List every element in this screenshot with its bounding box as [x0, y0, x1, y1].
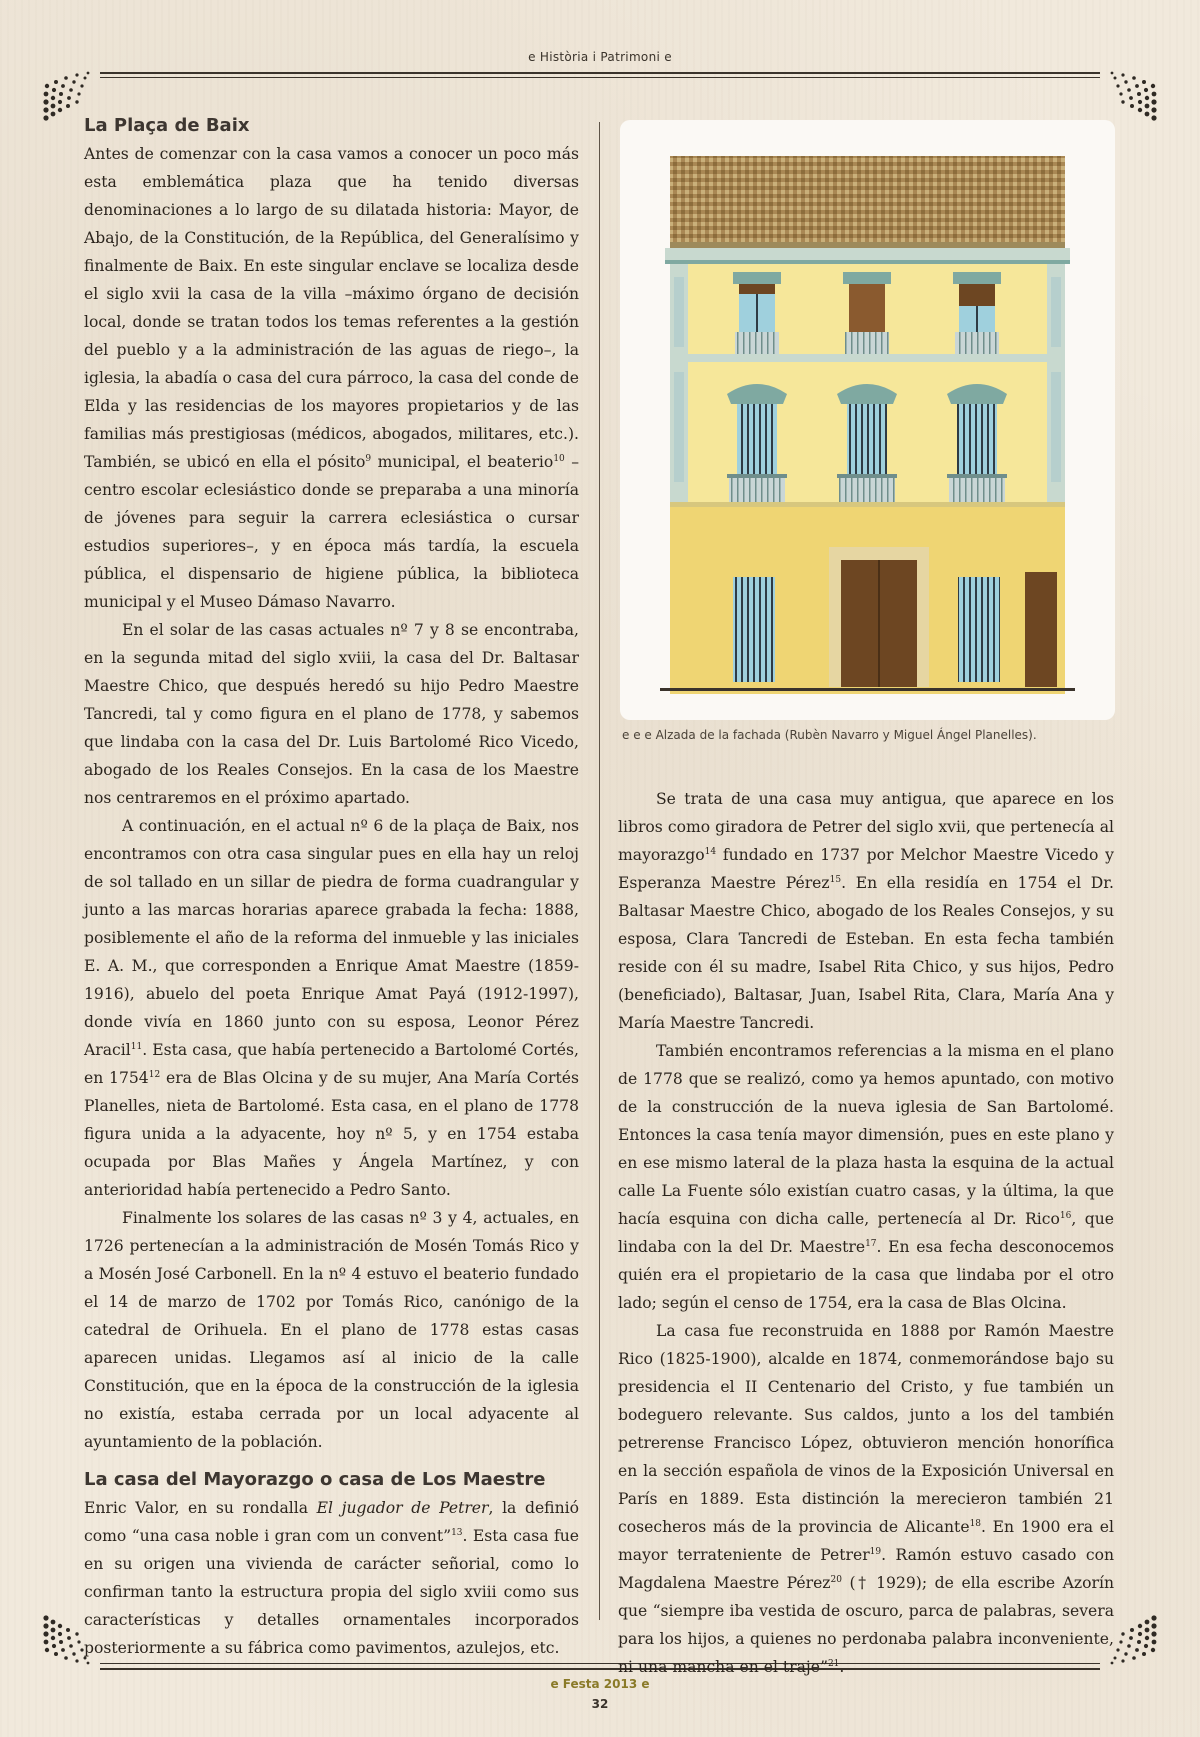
footnote-ref: 14: [704, 846, 717, 857]
text-run: era de Blas Olcina y de su mujer, Ana María Cortés Planelles, nieta de Bartolomé. Esta casa, en el plano de 1778 figura unida a la adyacente, hoy nº 5, y en 1754 estaba ocupada por Blas Mañes y Ángela Martínez, y con anterioridad había pertenecido a Pedro Santo.: [84, 1069, 579, 1199]
text-run: . En esa fecha desconocemos quién era el propietario de la casa que lindaba por el otro lado; según el censo de 1754, era la casa de Blas Olcina.: [618, 1238, 1114, 1312]
footnote-ref: 20: [830, 1574, 842, 1585]
paragraph: [84, 140, 579, 616]
facade-drawing: [645, 142, 1090, 697]
work-title: El jugador de Petrer: [316, 1499, 489, 1517]
footnote-ref: 17: [865, 1238, 877, 1249]
running-title: e Història i Patrimoni e: [528, 50, 672, 64]
text-run: . Ramón estuvo casado con Magdalena Maestre Pérez: [618, 1546, 1114, 1592]
paragraph: En el solar de las casas actuales nº 7 y 8 se encontraba, en la segunda mitad del siglo xviii, la casa del Dr. Baltasar Maestre Chico, que después heredó su hijo Pedro Maestre Tancredi, tal y como figura en el plano de 1778, y sabemos que lindaba con la casa del Dr. Luis Bartolomé Rico Vicedo, abogado de los Reales Consejos. En la casa de los Maestre nos centraremos en el próximo apartado.: [84, 621, 579, 807]
upper-window: [953, 272, 1001, 354]
page-number: 32: [591, 1697, 609, 1711]
corner-ornament-icon: [1102, 66, 1162, 126]
facade-illustration: [620, 120, 1115, 720]
text-run: También encontramos referencias a la misma en el plano de 1778 que se realizó, como ya hemos apuntado, con motivo de la construcción de la nueva iglesia de San Bartolomé. Entonces la casa tenía mayor dimensión, pues en este plano y en ese mismo lateral de la plaza hasta la esquina de la actual calle La Fuente sólo existían cuatro casas, y la última, la que hacía esquina con dicha calle, pertenecía al Dr. Rico: [618, 1042, 1114, 1228]
top-rule-thin: [100, 77, 1100, 78]
paragraph: [618, 1317, 1114, 1681]
column-divider: [599, 122, 600, 1620]
text-run: , la definió como “una casa noble i gran com un convent”: [84, 1499, 580, 1545]
text-run: Antes de comenzar con la casa vamos a conocer un poco más esta emblemática plaza que ha tenido diversas denominaciones a lo largo de su dilatada historia: Mayor, de Abajo, de la Constitución, de la República, del Generalísimo y finalmente de Baix. En este singular enclave se localiza desde el siglo xvii la casa de la villa –máximo órgano de decisión local, donde se tratan todos los temas referentes a la gestión del pueblo y a la administración de las aguas de riego–, la iglesia, la abadía o casa del cura párroco, la casa del conde de Elda y las residencias de los mayores propietarios y de las familias más prestigiosas (médicos, abogados, militares, etc.). También, se ubicó en ella el pósito: [84, 145, 579, 471]
right-column: [618, 785, 1114, 1681]
footnote-ref: 19: [869, 1546, 882, 1557]
section-heading-placa-de-baix: La Plaça de Baix: [84, 115, 250, 136]
footnote-ref: 10: [553, 453, 565, 464]
text-run: . En ella residía en 1754 el Dr. Baltasar Maestre Chico, abogado de los Reales Consejos, y su esposa, Clara Tancredi de Esteban. En esta fecha también reside con él su madre, Isabel Rita Chico, y sus hijos, Pedro (beneficiado), Baltasar, Juan, Isabel Rita, Clara, María Ana y María Maestre Tancredi.: [618, 874, 1114, 1032]
text-run: . En 1900 era el mayor terrateniente de Petrer: [618, 1518, 1114, 1564]
paragraph: [618, 1037, 1114, 1317]
left-column: [84, 112, 579, 1662]
ground-window: [958, 577, 1000, 682]
text-run: A continuación, en el actual nº 6 de la plaça de Baix, nos encontramos con otra casa singular pues en ella hay un reloj de sol tallado en un sillar de piedra de forma cuadrangular y junto a las marcas horarias aparece grabada la fecha: 1888, posiblemente el año de la reforma del inmueble y las iniciales E. A. M., que corresponden a Enrique Amat Maestre (1859-1916), abuelo del poeta Enrique Amat Payá (1912-1997), donde vivía en 1860 junto con su esposa, Leonor Pérez Aracil: [84, 817, 579, 1059]
footer-label: e Festa 2013 e: [550, 1677, 650, 1691]
ground-window: [733, 577, 775, 682]
text-run: municipal, el beaterio: [371, 453, 554, 471]
paragraph: [618, 785, 1114, 1037]
footnote-ref: 16: [1059, 1210, 1072, 1221]
paragraph: Finalmente los solares de las casas nº 3 y 4, actuales, en 1726 pertenecían a la administración de Mosén Tomás Rico y a Mosén José Carbonell. En la nº 4 estuvo el beaterio fundado el 14 de marzo de 1702 por Tomás Rico, canónigo de la catedral de Orihuela. En el plano de 1778 estas casas aparecen unidas. Llegamos así al inicio de la calle Constitución, que en la época de la construcción de la iglesia no existía, estaba cerrada por un local adyacente al ayuntamiento de la población.: [84, 1209, 579, 1451]
footnote-ref: 11: [130, 1041, 143, 1052]
footnote-ref: 9: [365, 453, 372, 464]
side-door: [1025, 572, 1057, 687]
text-run: –centro escolar eclesiástico donde se preparaba a una minoría de jóvenes para seguir la carrera eclesiástica o cursar estudios superiores–, y en época más tardía, la escuela pública, el dispensario de higiene pública, la biblioteca municipal y el Museo Dámaso Navarro.: [84, 453, 579, 611]
upper-window: [843, 272, 891, 354]
text-run: . Esta casa, que había pertenecido a Bartolomé Cortés, en 1754: [84, 1041, 579, 1087]
footnote-ref: 13: [451, 1527, 463, 1538]
paragraph: [84, 1494, 579, 1662]
text-run: La casa fue reconstruida en 1888 por Ramón Maestre Rico (1825-1900), alcalde en 1874, conmemorándose bajo su presidencia el II Centenario del Cristo, y fue también un bodeguero relevante. Sus caldos, junto a los del también petrerense Francisco López, obtuvieron mención honorífica en la sección española de vinos de la Exposición Universal en París en 1889. Esta distinción la merecieron también 21 cosecheros más de la provincia de Alicante: [618, 1322, 1114, 1536]
upper-window: [733, 272, 781, 354]
footnote-ref: 21: [827, 1658, 840, 1669]
footnote-ref: 18: [969, 1518, 982, 1529]
text-run: fundado en 1737 por Melchor Maestre Vicedo y Esperanza Maestre Pérez: [618, 846, 1114, 892]
text-run: Enric Valor, en su rondalla: [84, 1499, 317, 1517]
top-rule: [100, 72, 1100, 74]
figure-caption: e e e Alzada de la fachada (Rubèn Navarro y Miguel Ángel Planelles).: [622, 728, 1037, 742]
text-run: . Esta casa fue en su origen una vivienda de carácter señorial, como lo confirman tanto la estructura propia del siglo xviii como sus características y detalles ornamentales incorporados posteriormente a su fábrica como pavimentos, azulejos, etc.: [84, 1527, 579, 1657]
text-run: Se trata de una casa muy antigua, que aparece en los libros como giradora de Petrer del siglo xvii, que pertenecía al mayorazgo: [618, 790, 1114, 864]
text-run: .: [839, 1658, 845, 1676]
section-heading-casa-del-mayorazgo: La casa del Mayorazgo o casa de Los Maestre: [84, 1469, 546, 1490]
footnote-ref: 12: [148, 1069, 161, 1080]
text-run: , que lindaba con la del Dr. Maestre: [618, 1210, 1114, 1256]
paragraph: [84, 812, 579, 1204]
text-run: († 1929); de ella escribe Azorín que “siempre iba vestida de oscuro, parca de palabras, severa para los hijos, a quienes no perdonaba palabra inconveniente, ni una mancha en el traje”: [618, 1574, 1114, 1676]
footnote-ref: 15: [829, 874, 842, 885]
